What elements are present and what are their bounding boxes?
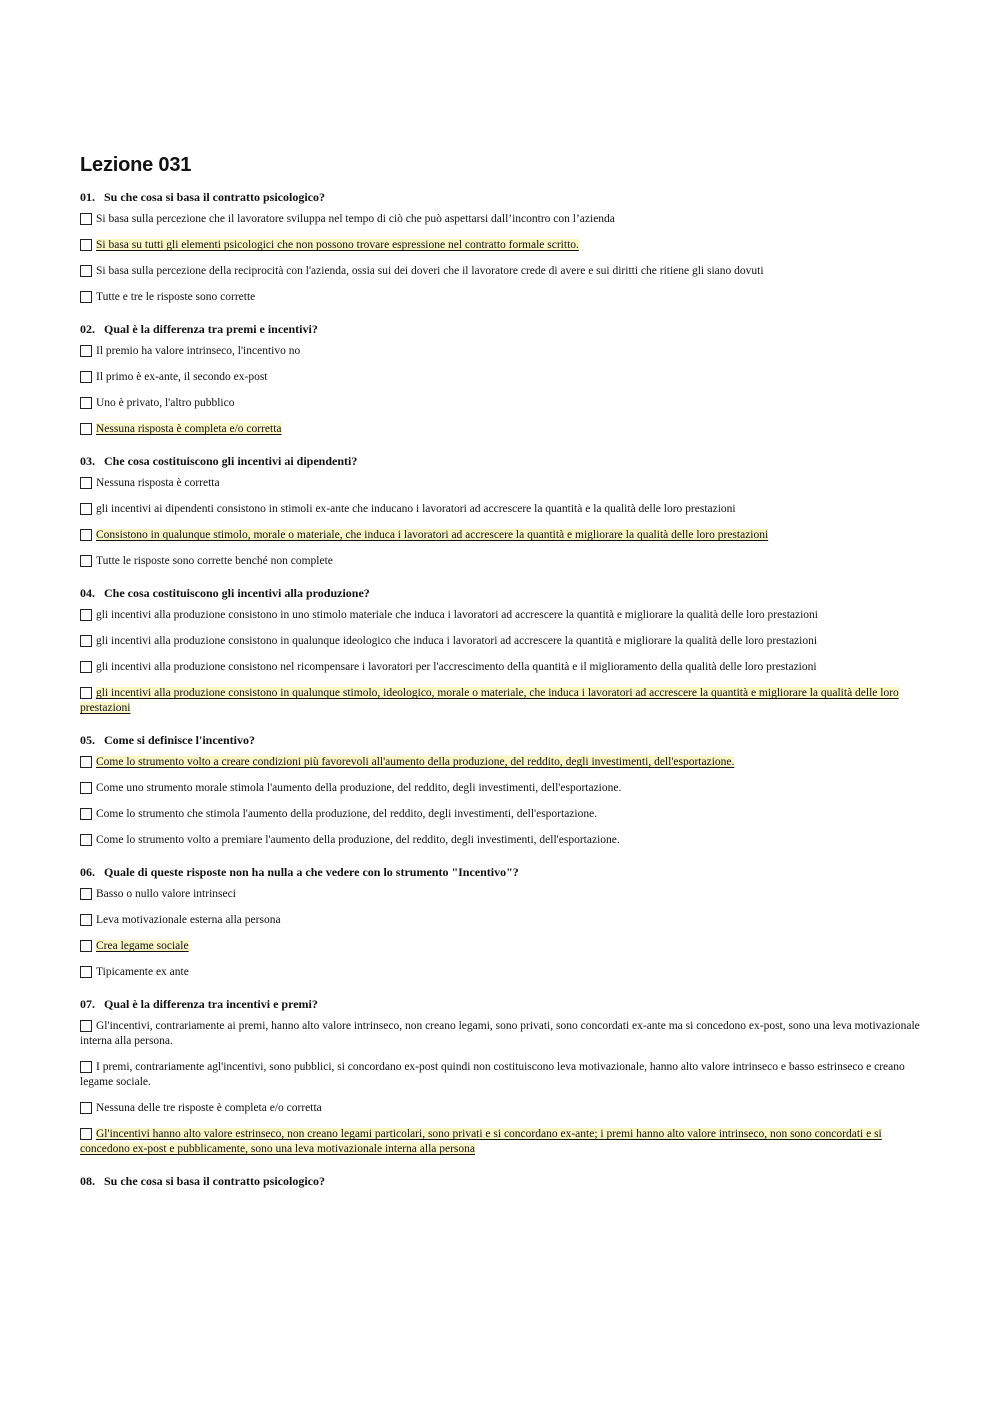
answer-text-correct: Crea legame sociale [96,940,189,952]
answer-option [80,290,920,305]
answer-checkbox[interactable] [80,529,92,541]
answer-text: Tipicamente ex ante [96,966,189,978]
document-page [80,154,920,1205]
answer-text: gli incentivi alla produzione consistono nel ricompensare i lavoratori per l'accrescimento della quantità e il miglioramento della qualità delle loro prestazioni [96,661,817,673]
answer-option [80,913,920,928]
question-list [80,189,920,1189]
answer-text: Come lo strumento che stimola l'aumento della produzione, del reddito, degli investimenti, dell'esportazione. [96,808,598,820]
answer-text: Come uno strumento morale stimola l'aumento della produzione, del reddito, degli investimenti, dell'esportazione. [96,782,622,794]
question-block [80,996,920,1157]
answer-text: Uno è privato, l'altro pubblico [96,397,235,409]
answer-text: Nessuna delle tre risposte è completa e/o corretta [96,1102,322,1114]
answer-option [80,370,920,385]
answer-text: Il premio ha valore intrinseco, l'incentivo no [96,345,301,357]
question-block [80,864,920,980]
answer-checkbox[interactable] [80,609,92,621]
answer-checkbox[interactable] [80,345,92,357]
answer-text-correct: Consistono in qualunque stimolo, morale o materiale, che induca i lavoratori ad accrescere la quantità e migliorare la qualità delle loro prestazioni [96,529,769,541]
answer-text-correct: Gl'incentivi hanno alto valore estrinseco, non creano legami particolari, sono privati e si concordano ex-ante; i premi hanno alto valore intrinseco, non sono concordati e si concedono ex-post e pubblicamente, sono una leva motivazionale interna alla persona [80,1128,882,1155]
question-heading [80,321,920,337]
answer-option [80,755,920,770]
answer-text: gli incentivi alla produzione consistono in uno stimolo materiale che induca i lavoratori ad accrescere la quantità e migliorare la qualità delle loro prestazioni [96,609,819,621]
question-text: Qual è la differenza tra incentivi e premi? [104,997,318,1011]
answer-option [80,1060,920,1090]
question-heading [80,189,920,205]
question-heading [80,453,920,469]
answer-option [80,476,920,491]
answer-checkbox[interactable] [80,291,92,303]
answer-option [80,422,920,437]
answer-text: Leva motivazionale esterna alla persona [96,914,281,926]
answer-text: Il primo è ex-ante, il secondo ex-post [96,371,268,383]
answer-checkbox[interactable] [80,756,92,768]
answer-option [80,212,920,227]
answer-option [80,502,920,517]
question-number: 08. [80,1174,95,1188]
answer-text: Si basa sulla percezione che il lavoratore sviluppa nel tempo di ciò che può aspettarsi dall’incontro con l’azienda [96,213,615,225]
question-heading [80,585,920,601]
question-text: Che cosa costituiscono gli incentivi alla produzione? [104,586,370,600]
answer-option [80,781,920,796]
answer-checkbox[interactable] [80,213,92,225]
answer-checkbox[interactable] [80,477,92,489]
answer-checkbox[interactable] [80,966,92,978]
question-text: Come si definisce l'incentivo? [104,733,255,747]
answer-option [80,887,920,902]
answer-text-correct: Come lo strumento volto a creare condizioni più favorevoli all'aumento della produzione, del reddito, degli investimenti, dell'esportazione. [96,756,735,768]
question-number: 06. [80,865,95,879]
question-number: 01. [80,190,95,204]
answer-option [80,833,920,848]
answer-text: Come lo strumento volto a premiare l'aumento della produzione, del reddito, degli investimenti, dell'esportazione. [96,834,620,846]
question-text: Su che cosa si basa il contratto psicologico? [104,190,325,204]
answer-text: Si basa sulla percezione della reciprocità con l'azienda, ossia sui dei doveri che il lavoratore crede di avere e sui diritti che ritiene gli siano dovuti [96,265,764,277]
question-number: 02. [80,322,95,336]
answer-checkbox[interactable] [80,1128,92,1140]
question-block [80,732,920,848]
answer-checkbox[interactable] [80,423,92,435]
answer-option [80,344,920,359]
question-text: Qual è la differenza tra premi e incentivi? [104,322,318,336]
answer-checkbox[interactable] [80,397,92,409]
answer-text: Tutte e tre le risposte sono corrette [96,291,256,303]
answer-checkbox[interactable] [80,1020,92,1032]
question-number: 07. [80,997,95,1011]
answer-text: gli incentivi alla produzione consistono in qualunque ideologico che induca i lavoratori ad accrescere la quantità e migliorare la qualità delle loro prestazioni [96,635,818,647]
answer-option [80,528,920,543]
answer-option [80,264,920,279]
answer-option [80,554,920,569]
answer-option [80,660,920,675]
answer-option [80,608,920,623]
question-number: 03. [80,454,95,468]
question-block [80,453,920,569]
question-block [80,585,920,716]
answer-checkbox[interactable] [80,503,92,515]
answer-option [80,396,920,411]
answer-text-correct: Nessuna risposta è completa e/o corretta [96,423,282,435]
answer-option [80,238,920,253]
question-text: Che cosa costituiscono gli incentivi ai dipendenti? [104,454,358,468]
question-heading [80,1173,920,1189]
answer-option [80,634,920,649]
lesson-title: Lezione 031 [80,154,192,176]
answer-option [80,1127,920,1157]
answer-checkbox[interactable] [80,782,92,794]
answer-checkbox[interactable] [80,661,92,673]
answer-text: Gl'incentivi, contrariamente ai premi, hanno alto valore intrinseco, non creano legami, sono privati, sono concordati ex-ante ma si concedono ex-post, sono una leva motivazionale interna alla persona. [80,1020,920,1047]
question-text: Quale di queste risposte non ha nulla a che vedere con lo strumento "Incentivo"? [104,865,519,879]
answer-checkbox[interactable] [80,371,92,383]
question-heading [80,864,920,880]
question-block [80,1173,920,1189]
answer-option [80,939,920,954]
answer-checkbox[interactable] [80,940,92,952]
question-block [80,189,920,305]
answer-option [80,807,920,822]
question-number: 04. [80,586,95,600]
question-block [80,321,920,437]
question-heading [80,732,920,748]
answer-text: Tutte le risposte sono corrette benché non complete [96,555,333,567]
answer-option [80,686,920,716]
answer-checkbox[interactable] [80,914,92,926]
answer-checkbox[interactable] [80,834,92,846]
question-text: Su che cosa si basa il contratto psicologico? [104,1174,325,1188]
answer-text-correct: Si basa su tutti gli elementi psicologici che non possono trovare espressione nel contratto formale scritto. [96,239,579,251]
answer-option [80,1101,920,1116]
answer-checkbox[interactable] [80,687,92,699]
answer-checkbox[interactable] [80,239,92,251]
answer-text: gli incentivi ai dipendenti consistono in stimoli ex-ante che inducano i lavoratori ad accrescere la quantità e la qualità delle loro prestazioni [96,503,736,515]
answer-checkbox[interactable] [80,888,92,900]
question-number: 05. [80,733,95,747]
answer-checkbox[interactable] [80,265,92,277]
answer-checkbox[interactable] [80,1061,92,1073]
answer-text-correct: gli incentivi alla produzione consistono in qualunque stimolo, ideologico, morale o materiale, che induca i lavoratori ad accrescere la quantità e migliorare la qualità delle loro prestazioni [80,687,899,714]
answer-text: Nessuna risposta è corretta [96,477,220,489]
answer-text: Basso o nullo valore intrinseci [96,888,236,900]
answer-checkbox[interactable] [80,635,92,647]
answer-checkbox[interactable] [80,555,92,567]
answer-option [80,1019,920,1049]
answer-checkbox[interactable] [80,1102,92,1114]
question-heading [80,996,920,1012]
answer-checkbox[interactable] [80,808,92,820]
answer-option [80,965,920,980]
answer-text: I premi, contrariamente agl'incentivi, sono pubblici, si concordano ex-post quindi non costituiscono leva motivazionale, hanno alto valore intrinseco e basso estrinseco e creano legame sociale. [80,1061,905,1088]
